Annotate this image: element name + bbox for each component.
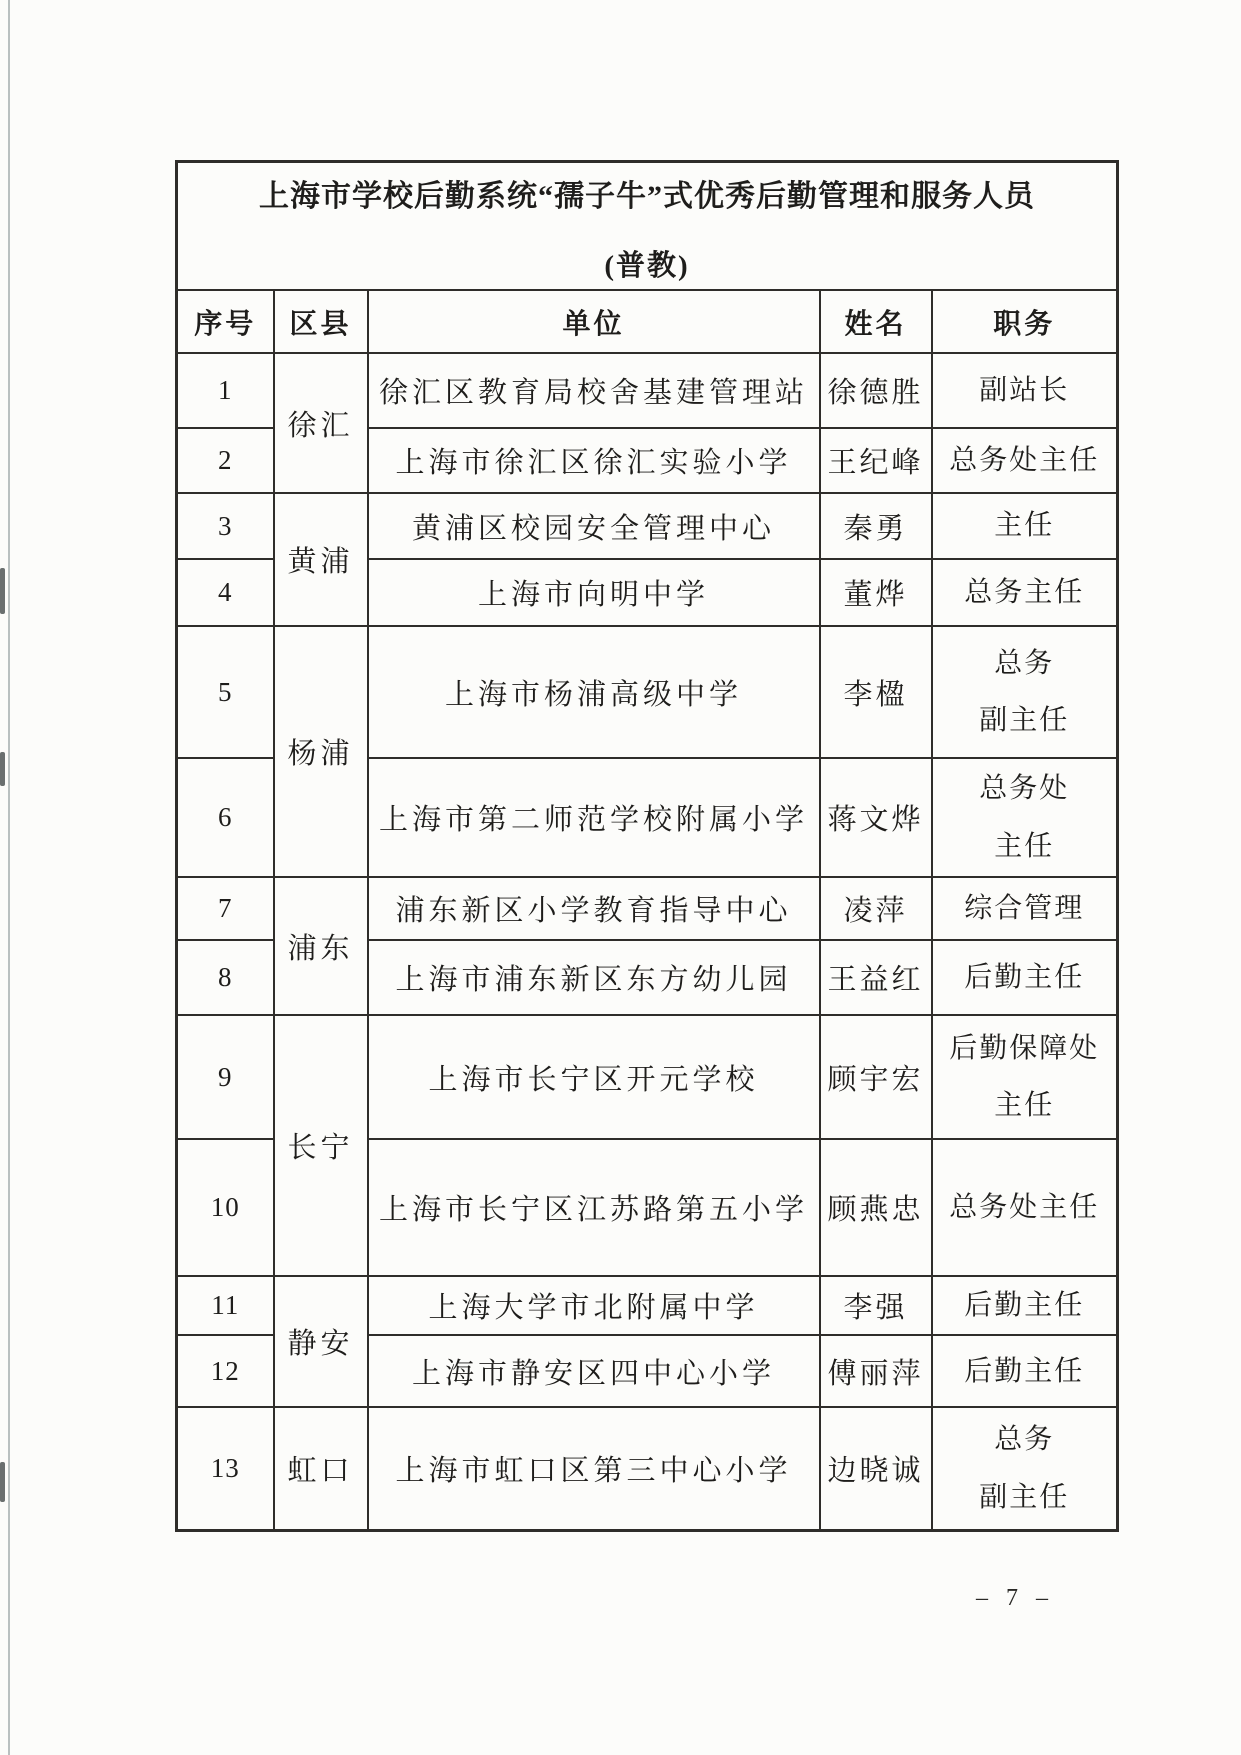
- column-header-position: 职务: [932, 290, 1118, 353]
- unit-cell: 上海市第二师范学校附属小学: [368, 758, 820, 877]
- name-cell: 王益红: [820, 940, 932, 1015]
- serial-cell: 12: [177, 1335, 274, 1407]
- unit-cell: 徐汇区教育局校舍基建管理站: [368, 353, 820, 428]
- position-line: 总务主任: [964, 576, 1085, 608]
- serial-cell: 9: [177, 1015, 274, 1139]
- position-line: 主任: [994, 830, 1055, 862]
- serial-cell: 6: [177, 758, 274, 877]
- position-cell: [932, 1015, 1118, 1139]
- name-cell: 王纪峰: [820, 428, 932, 493]
- scan-smudge: [0, 568, 5, 614]
- district-cell: 徐汇: [274, 353, 368, 493]
- position-line: 后勤主任: [964, 961, 1085, 993]
- position-cell: [932, 559, 1118, 626]
- scan-edge-line: [8, 0, 10, 1755]
- table-row: [177, 493, 1118, 559]
- position-cell: [932, 626, 1118, 758]
- position-line: 总务处主任: [949, 1191, 1100, 1223]
- serial-cell: 10: [177, 1139, 274, 1276]
- district-cell: 浦东: [274, 877, 368, 1015]
- unit-cell: 上海市浦东新区东方幼儿园: [368, 940, 820, 1015]
- name-cell: 李楹: [820, 626, 932, 758]
- position-cell: [932, 1407, 1118, 1530]
- position-line: 总务: [994, 647, 1055, 679]
- position-cell: [932, 353, 1118, 428]
- position-line: 副站长: [979, 374, 1070, 406]
- district-cell: 杨浦: [274, 626, 368, 877]
- table-row: [177, 1276, 1118, 1335]
- position-cell: [932, 428, 1118, 493]
- table-row: [177, 1015, 1118, 1139]
- position-cell: [932, 1335, 1118, 1407]
- table-header-row: [177, 290, 1118, 353]
- district-cell: 静安: [274, 1276, 368, 1407]
- serial-cell: 4: [177, 559, 274, 626]
- position-line: 总务处主任: [949, 444, 1100, 476]
- table-row: [177, 1407, 1118, 1530]
- unit-cell: 黄浦区校园安全管理中心: [368, 493, 820, 559]
- serial-cell: 3: [177, 493, 274, 559]
- table-row: [177, 877, 1118, 940]
- position-cell: [932, 877, 1118, 940]
- position-line: 后勤保障处: [949, 1032, 1100, 1064]
- position-line: 后勤主任: [964, 1355, 1085, 1387]
- position-line: 综合管理: [964, 892, 1085, 924]
- name-cell: 徐德胜: [820, 353, 932, 428]
- unit-cell: 上海市长宁区江苏路第五小学: [368, 1139, 820, 1276]
- position-line: 总务处: [979, 773, 1070, 805]
- table-title-line1: 上海市学校后勤系统“孺子牛”式优秀后勤管理和服务人员: [259, 179, 1035, 213]
- scan-smudge: [0, 1462, 5, 1502]
- table-row: [177, 353, 1118, 428]
- unit-cell: 上海大学市北附属中学: [368, 1276, 820, 1335]
- name-cell: 秦勇: [820, 493, 932, 559]
- name-cell: 蒋文烨: [820, 758, 932, 877]
- unit-cell: 上海市长宁区开元学校: [368, 1015, 820, 1139]
- unit-cell: 浦东新区小学教育指导中心: [368, 877, 820, 940]
- serial-cell: 5: [177, 626, 274, 758]
- column-header-unit: 单位: [368, 290, 820, 353]
- scan-smudge: [0, 752, 5, 786]
- award-table: [175, 160, 1119, 1532]
- unit-cell: 上海市杨浦高级中学: [368, 626, 820, 758]
- position-line: 副主任: [979, 705, 1070, 736]
- serial-cell: 13: [177, 1407, 274, 1530]
- serial-cell: 11: [177, 1276, 274, 1335]
- name-cell: 顾宇宏: [820, 1015, 932, 1139]
- position-cell: [932, 493, 1118, 559]
- district-cell: 虹口: [274, 1407, 368, 1530]
- unit-cell: 上海市虹口区第三中心小学: [368, 1407, 820, 1530]
- position-line: 后勤主任: [964, 1290, 1085, 1321]
- serial-cell: 1: [177, 353, 274, 428]
- position-cell: [932, 1139, 1118, 1276]
- unit-cell: 上海市静安区四中心小学: [368, 1335, 820, 1407]
- name-cell: 凌萍: [820, 877, 932, 940]
- column-header-district: 区县: [274, 290, 368, 353]
- unit-cell: 上海市徐汇区徐汇实验小学: [368, 428, 820, 493]
- position-cell: [932, 1276, 1118, 1335]
- serial-cell: 8: [177, 940, 274, 1015]
- name-cell: 边晓诚: [820, 1407, 932, 1530]
- position-line: 主任: [994, 1090, 1055, 1121]
- name-cell: 李强: [820, 1276, 932, 1335]
- position-cell: [932, 940, 1118, 1015]
- serial-cell: 7: [177, 877, 274, 940]
- position-line: 总务: [994, 1424, 1055, 1456]
- name-cell: 傅丽萍: [820, 1335, 932, 1407]
- table-title-row: [177, 162, 1118, 291]
- table-title-line2: (普教): [604, 249, 690, 282]
- position-line: 副主任: [979, 1481, 1070, 1513]
- name-cell: 顾燕忠: [820, 1139, 932, 1276]
- table-title: [177, 162, 1118, 291]
- district-cell: 黄浦: [274, 493, 368, 626]
- position-cell: [932, 758, 1118, 877]
- column-header-name: 姓名: [820, 290, 932, 353]
- page-number: – 7 –: [976, 1585, 1054, 1611]
- district-cell: 长宁: [274, 1015, 368, 1276]
- table-row: [177, 626, 1118, 758]
- name-cell: 董烨: [820, 559, 932, 626]
- position-line: 主任: [994, 510, 1055, 542]
- column-header-serial: 序号: [177, 290, 274, 353]
- unit-cell: 上海市向明中学: [368, 559, 820, 626]
- serial-cell: 2: [177, 428, 274, 493]
